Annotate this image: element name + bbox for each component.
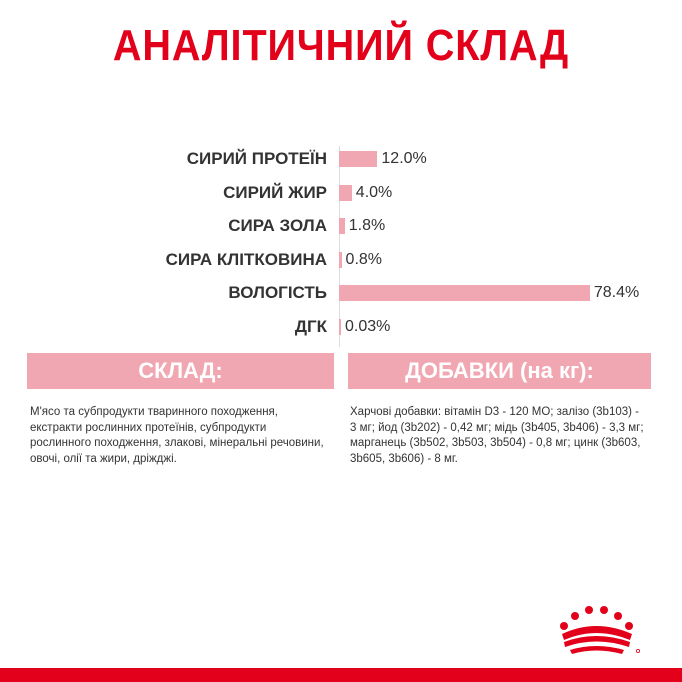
bar-value-label: 78.4% [593,284,640,301]
brand-footer-bar [0,668,682,682]
chart-axis-line [339,146,340,347]
bar [339,185,352,201]
bar-value-label: 0.8% [345,250,383,268]
bar-value-label: 4.0% [355,183,393,201]
bar-label: ДГК [294,316,327,336]
bar-label: ВОЛОГІСТЬ [228,283,327,302]
composition-text: М'ясо та субпродукти тваринного походження, екстракти рослинних протеїнів, субпродукти рослинного походження, злакові, мінеральні речовини, овочі, олії та жири, дріжджі. [30,406,324,465]
page-title: АНАЛІТИЧНИЙ СКЛАД [112,21,570,70]
bar [339,319,341,335]
bar-label: СИРИЙ ПРОТЕЇН [186,149,327,168]
bar [339,252,342,268]
composition-header: СКЛАД: [27,353,334,389]
bar [339,218,345,234]
additives-header: ДОБАВКИ (на кг): [348,353,651,389]
bar [339,151,377,167]
bar-label: СИРА ЗОЛА [228,216,327,235]
bar-label: СИРА КЛІТКОВИНА [165,249,327,269]
royal-canin-logo-icon [556,604,642,656]
additives-text: Харчові добавки: вітамін D3 - 120 МО; залізо (3b103) - 3 мг; йод (3b202) - 0,42 мг; мідь (3b405, 3b406) - 3,3 мг; марганець (3b502, 3b503, 3b504) - 0,8 мг; цинк (3b603, 3b605, 3b606) - 8 мг. [350,406,644,465]
bar-value-label: 1.8% [348,217,386,234]
bar-value-label: 0.03% [345,317,391,335]
bar-value-label: 12.0% [381,150,427,167]
bar [339,285,590,301]
bar-label: СИРИЙ ЖИР [223,182,327,202]
